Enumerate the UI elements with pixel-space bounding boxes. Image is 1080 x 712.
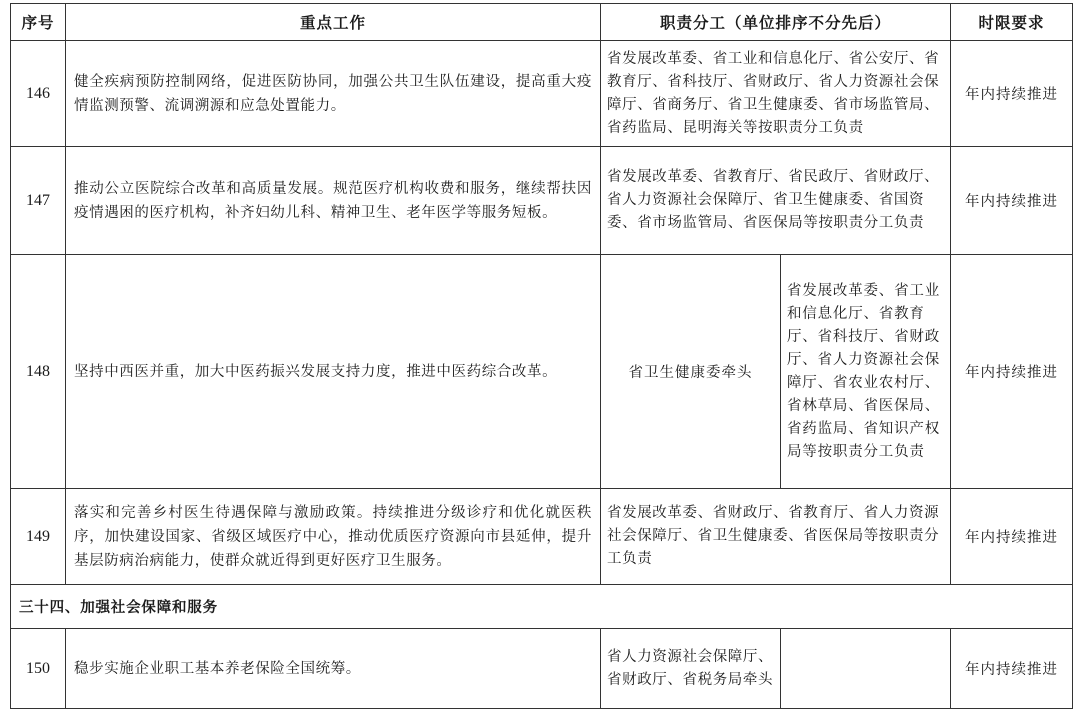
- row-seq: 150: [11, 629, 66, 709]
- row-work: 落实和完善乡村医生待遇保障与激励政策。持续推进分级诊疗和优化就医秩序，加快建设国家、省级区域医疗中心，推动优质医疗资源向市县延伸，提升基层防病治病能力，使群众就近得到更好医疗卫生服务。: [66, 489, 601, 585]
- row-work: 推动公立医院综合改革和高质量发展。规范医疗机构收费和服务，继续帮扶因疫情遇困的医疗机构，补齐妇幼儿科、精神卫生、老年医学等服务短板。: [66, 147, 601, 255]
- row-time: 年内持续推进: [951, 489, 1073, 585]
- header-work: 重点工作: [66, 4, 601, 41]
- section-row: [11, 585, 1073, 629]
- row-work: 稳步实施企业职工基本养老保险全国统筹。: [66, 629, 601, 709]
- row-time: 年内持续推进: [951, 147, 1073, 255]
- table-row: [11, 489, 1073, 585]
- work-task-table-page: [10, 3, 1072, 708]
- row-seq: 146: [11, 41, 66, 147]
- row-seq: 149: [11, 489, 66, 585]
- row-time: 年内持续推进: [951, 629, 1073, 709]
- row-seq: 147: [11, 147, 66, 255]
- row-seq: 148: [11, 255, 66, 489]
- table-row: [11, 41, 1073, 147]
- row-duty: 省发展改革委、省财政厅、省教育厅、省人力资源社会保障厅、省卫生健康委、省医保局等按职责分工负责: [601, 489, 951, 585]
- row-duty: 省发展改革委、省工业和信息化厅、省公安厅、省教育厅、省科技厅、省财政厅、省人力资源社会保障厅、省商务厅、省卫生健康委、省市场监管局、省药监局、昆明海关等按职责分工负责: [601, 41, 951, 147]
- header-seq: 序号: [11, 4, 66, 41]
- row-work: 坚持中西医并重，加大中医药振兴发展支持力度，推进中医药综合改革。: [66, 255, 601, 489]
- table-row: [11, 629, 1073, 709]
- row-cooperating-units: 省发展改革委、省工业和信息化厅、省教育厅、省科技厅、省财政厅、省人力资源社会保障厅、省农业农村厅、省林草局、省医保局、省药监局、省知识产权局等按职责分工负责: [781, 255, 951, 489]
- table-row: [11, 147, 1073, 255]
- table-row: [11, 255, 1073, 489]
- row-lead-unit: 省人力资源社会保障厅、省财政厅、省税务局牵头: [601, 629, 781, 709]
- header-duty: 职责分工（单位排序不分先后）: [601, 4, 951, 41]
- table-header-row: [11, 4, 1073, 41]
- row-time: 年内持续推进: [951, 255, 1073, 489]
- row-work: 健全疾病预防控制网络，促进医防协同，加强公共卫生队伍建设，提高重大疫情监测预警、流调溯源和应急处置能力。: [66, 41, 601, 147]
- row-cooperating-units: [781, 629, 951, 709]
- row-duty: 省发展改革委、省教育厅、省民政厅、省财政厅、省人力资源社会保障厅、省卫生健康委、省国资委、省市场监管局、省医保局等按职责分工负责: [601, 147, 951, 255]
- row-time: 年内持续推进: [951, 41, 1073, 147]
- work-task-table: [10, 3, 1073, 709]
- header-time: 时限要求: [951, 4, 1073, 41]
- section-heading: 三十四、加强社会保障和服务: [11, 585, 1073, 629]
- row-lead-unit: 省卫生健康委牵头: [601, 255, 781, 489]
